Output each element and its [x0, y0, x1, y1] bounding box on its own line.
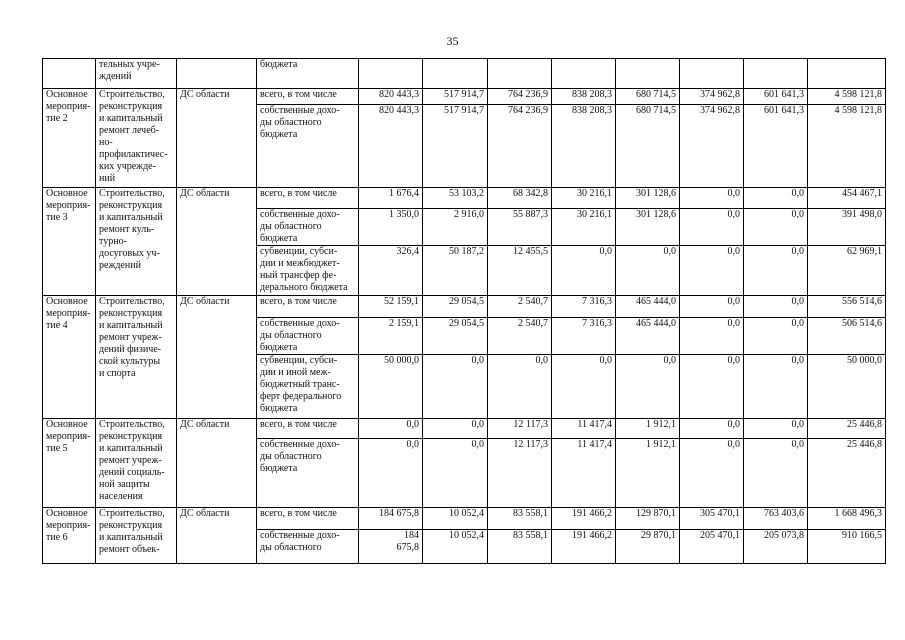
value-cell: 556 514,6	[808, 296, 886, 318]
value-cell: 465 444,0	[616, 296, 680, 318]
value-cell: 374 962,8	[680, 105, 744, 188]
value-cell: 52 159,1	[359, 296, 423, 318]
value-cell: 129 870,1	[616, 508, 680, 530]
value-cell: 517 914,7	[423, 105, 488, 188]
value-cell: 83 558,1	[488, 530, 552, 564]
value-cell: 0,0	[744, 188, 808, 209]
value-cell: 0,0	[744, 209, 808, 246]
value-cell: 820 443,3	[359, 89, 423, 105]
value-cell: 29 054,5	[423, 296, 488, 318]
value-cell: 680 714,5	[616, 105, 680, 188]
value-cell: 50 000,0	[359, 355, 423, 419]
value-cell: 1 350,0	[359, 209, 423, 246]
value-cell: 0,0	[552, 355, 616, 419]
value-cell: 184 675,8	[359, 530, 423, 564]
value-cell: 454 467,1	[808, 188, 886, 209]
value-cell: 62 969,1	[808, 246, 886, 296]
value-cell: 55 887,3	[488, 209, 552, 246]
executor-cell: ДС области	[177, 419, 257, 508]
value-cell: 29 870,1	[616, 530, 680, 564]
event-cell: Основное мероприя- тие 5	[43, 419, 96, 508]
value-cell	[744, 59, 808, 89]
value-cell: 0,0	[680, 296, 744, 318]
source-cell: собственные дохо- ды областного бюджета	[257, 318, 359, 355]
value-cell: 374 962,8	[680, 89, 744, 105]
value-cell: 301 128,6	[616, 188, 680, 209]
value-cell: 30 216,1	[552, 209, 616, 246]
value-cell: 601 641,3	[744, 89, 808, 105]
value-cell: 12 455,5	[488, 246, 552, 296]
value-cell: 0,0	[680, 209, 744, 246]
value-cell: 29 054,5	[423, 318, 488, 355]
value-cell	[359, 59, 423, 89]
table-row	[43, 508, 886, 530]
event-cell: Основное мероприя- тие 2	[43, 89, 96, 188]
source-cell: субвенции, субси- дии и иной меж- бюджетный транс- ферт федерального бюджета	[257, 355, 359, 419]
value-cell	[616, 59, 680, 89]
source-cell: собственные дохо- ды областного бюджета	[257, 105, 359, 188]
value-cell: 764 236,9	[488, 89, 552, 105]
value-cell: 12 117,3	[488, 439, 552, 508]
value-cell: 680 714,5	[616, 89, 680, 105]
source-cell: всего, в том числе	[257, 188, 359, 209]
value-cell: 517 914,7	[423, 89, 488, 105]
value-cell: 391 498,0	[808, 209, 886, 246]
value-cell	[423, 59, 488, 89]
source-cell: собственные дохо- ды областного бюджета	[257, 439, 359, 508]
value-cell: 0,0	[680, 318, 744, 355]
table-row	[43, 188, 886, 209]
name-cell: Строительство, реконструкция и капитальный ремонт объек-	[96, 508, 177, 564]
name-cell: Строительство, реконструкция и капитальный ремонт куль- турно- досуговых уч- реждений	[96, 188, 177, 296]
budget-table	[42, 58, 886, 564]
value-cell: 0,0	[423, 439, 488, 508]
value-cell: 0,0	[359, 439, 423, 508]
name-cell: Строительство, реконструкция и капитальный ремонт лечеб- но- профилактичес- ких учрежде- ний	[96, 89, 177, 188]
value-cell: 0,0	[488, 355, 552, 419]
value-cell: 0,0	[744, 318, 808, 355]
value-cell: 0,0	[680, 246, 744, 296]
value-cell	[488, 59, 552, 89]
source-cell: всего, в том числе	[257, 419, 359, 439]
value-cell: 68 342,8	[488, 188, 552, 209]
value-cell: 0,0	[744, 296, 808, 318]
value-cell: 764 236,9	[488, 105, 552, 188]
page-number: 35	[446, 34, 459, 48]
source-cell: всего, в том числе	[257, 89, 359, 105]
value-cell: 301 128,6	[616, 209, 680, 246]
value-cell: 205 073,8	[744, 530, 808, 564]
source-cell: собственные дохо- ды областного	[257, 530, 359, 564]
value-cell: 910 166,5	[808, 530, 886, 564]
value-cell: 820 443,3	[359, 105, 423, 188]
value-cell: 0,0	[744, 439, 808, 508]
executor-cell	[177, 59, 257, 89]
source-cell: субвенции, субси- дии и межбюджет- ный трансфер фе- дерального бюджета	[257, 246, 359, 296]
table-row	[43, 59, 886, 89]
value-cell: 0,0	[616, 246, 680, 296]
executor-cell: ДС области	[177, 89, 257, 188]
value-cell: 7 316,3	[552, 318, 616, 355]
value-cell: 191 466,2	[552, 508, 616, 530]
name-cell: Строительство, реконструкция и капитальный ремонт учреж- дений социаль- ной защиты населения	[96, 419, 177, 508]
value-cell: 2 540,7	[488, 296, 552, 318]
value-cell: 4 598 121,8	[808, 89, 886, 105]
value-cell: 465 444,0	[616, 318, 680, 355]
table-body	[43, 59, 886, 564]
value-cell: 25 446,8	[808, 419, 886, 439]
value-cell: 12 117,3	[488, 419, 552, 439]
value-cell	[808, 59, 886, 89]
value-cell: 506 514,6	[808, 318, 886, 355]
value-cell: 1 912,1	[616, 419, 680, 439]
value-cell: 0,0	[680, 355, 744, 419]
event-cell: Основное мероприя- тие 4	[43, 296, 96, 419]
source-cell: бюджета	[257, 59, 359, 89]
value-cell: 838 208,3	[552, 89, 616, 105]
name-cell: Строительство, реконструкция и капитальный ремонт учреж- дений физиче- ской культуры и спорта	[96, 296, 177, 419]
table-row	[43, 89, 886, 105]
value-cell: 1 668 496,3	[808, 508, 886, 530]
value-cell: 0,0	[423, 419, 488, 439]
event-cell: Основное мероприя- тие 3	[43, 188, 96, 296]
value-cell: 50 000,0	[808, 355, 886, 419]
value-cell: 0,0	[680, 439, 744, 508]
event-cell: Основное мероприя- тие 6	[43, 508, 96, 564]
value-cell: 326,4	[359, 246, 423, 296]
executor-cell: ДС области	[177, 188, 257, 296]
value-cell: 1 912,1	[616, 439, 680, 508]
value-cell: 10 052,4	[423, 508, 488, 530]
value-cell: 601 641,3	[744, 105, 808, 188]
value-cell	[552, 59, 616, 89]
value-cell: 838 208,3	[552, 105, 616, 188]
value-cell: 4 598 121,8	[808, 105, 886, 188]
value-cell: 0,0	[744, 419, 808, 439]
source-cell: всего, в том числе	[257, 296, 359, 318]
value-cell: 7 316,3	[552, 296, 616, 318]
value-cell: 0,0	[552, 246, 616, 296]
value-cell: 11 417,4	[552, 419, 616, 439]
value-cell: 10 052,4	[423, 530, 488, 564]
value-cell: 305 470,1	[680, 508, 744, 530]
value-cell: 0,0	[680, 188, 744, 209]
value-cell: 191 466,2	[552, 530, 616, 564]
value-cell: 763 403,6	[744, 508, 808, 530]
event-cell	[43, 59, 96, 89]
value-cell: 83 558,1	[488, 508, 552, 530]
source-cell: всего, в том числе	[257, 508, 359, 530]
value-cell: 2 540,7	[488, 318, 552, 355]
value-cell: 184 675,8	[359, 508, 423, 530]
value-cell: 2 159,1	[359, 318, 423, 355]
value-cell: 0,0	[744, 355, 808, 419]
value-cell: 2 916,0	[423, 209, 488, 246]
executor-cell: ДС области	[177, 296, 257, 419]
value-cell: 53 103,2	[423, 188, 488, 209]
name-cell: тельных учре- ждений	[96, 59, 177, 89]
value-cell: 0,0	[423, 355, 488, 419]
value-cell: 0,0	[744, 246, 808, 296]
value-cell: 0,0	[616, 355, 680, 419]
value-cell: 25 446,8	[808, 439, 886, 508]
source-cell: собственные дохо- ды областного бюджета	[257, 209, 359, 246]
value-cell: 205 470,1	[680, 530, 744, 564]
value-cell: 0,0	[680, 419, 744, 439]
executor-cell: ДС области	[177, 508, 257, 564]
table-row	[43, 419, 886, 439]
table-row	[43, 296, 886, 318]
value-cell: 30 216,1	[552, 188, 616, 209]
value-cell: 50 187,2	[423, 246, 488, 296]
value-cell: 1 676,4	[359, 188, 423, 209]
value-cell: 11 417,4	[552, 439, 616, 508]
value-cell	[680, 59, 744, 89]
value-cell: 0,0	[359, 419, 423, 439]
